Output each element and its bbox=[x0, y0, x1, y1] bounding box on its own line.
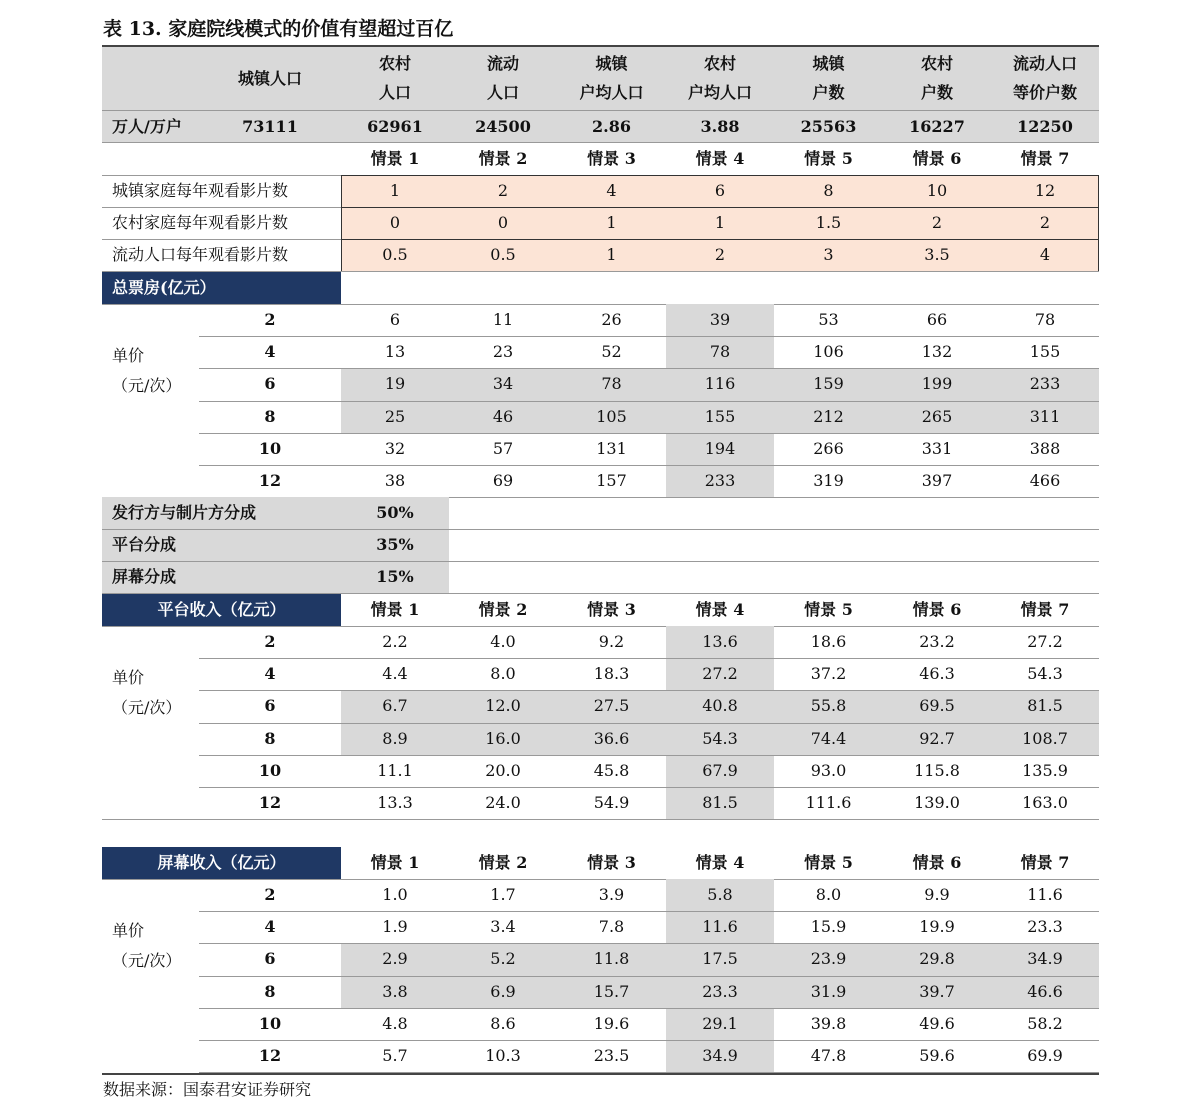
table-rule bbox=[102, 819, 1099, 820]
scenario-header: 情景 4 bbox=[695, 853, 745, 872]
unit-price-label bbox=[102, 670, 199, 774]
matrix-value: 49.6 bbox=[919, 1013, 955, 1033]
matrix-value: 13.6 bbox=[702, 632, 738, 652]
viewing-value: 1 bbox=[606, 213, 617, 232]
matrix-value: 92.7 bbox=[919, 728, 955, 748]
split-value: 35% bbox=[376, 535, 414, 554]
matrix-value: 18.6 bbox=[810, 632, 847, 652]
matrix-value: 3.4 bbox=[490, 917, 516, 937]
scenario-header: 情景 5 bbox=[804, 853, 853, 872]
section-title: 平台收入（亿元） bbox=[157, 600, 286, 619]
price-label-line: （元/次） bbox=[112, 376, 182, 396]
scenario-header: 情景 6 bbox=[912, 149, 962, 168]
price-value: 10 bbox=[258, 438, 282, 458]
matrix-value: 78 bbox=[1034, 310, 1056, 330]
scenario-header: 情景 1 bbox=[370, 853, 420, 872]
matrix-value: 5.2 bbox=[490, 949, 516, 969]
matrix-value: 46.6 bbox=[1027, 981, 1063, 1001]
matrix-value: 157 bbox=[596, 471, 627, 491]
scenario-header: 情景 4 bbox=[695, 149, 745, 168]
matrix-value: 7.8 bbox=[598, 917, 625, 937]
matrix-value: 8.0 bbox=[490, 664, 516, 684]
header-line: 农村 bbox=[378, 54, 411, 73]
viewing-value: 1 bbox=[606, 245, 617, 264]
matrix-value: 27.2 bbox=[1027, 632, 1063, 652]
split-label: 屏幕分成 bbox=[112, 567, 177, 586]
matrix-value: 45.8 bbox=[593, 760, 630, 780]
matrix-value: 5.8 bbox=[707, 885, 733, 905]
data-table bbox=[102, 45, 1099, 1075]
matrix-value: 53 bbox=[818, 310, 839, 330]
matrix-value: 31.9 bbox=[810, 981, 847, 1001]
matrix-value: 24.0 bbox=[485, 793, 521, 813]
price-value: 4 bbox=[264, 342, 276, 362]
viewing-value: 2 bbox=[497, 181, 509, 200]
matrix-value: 212 bbox=[813, 406, 844, 426]
price-value: 12 bbox=[258, 1046, 282, 1066]
split-value: 50% bbox=[376, 503, 414, 522]
matrix-value: 397 bbox=[921, 471, 953, 491]
split-label: 发行方与制片方分成 bbox=[112, 503, 257, 522]
population-value: 2.86 bbox=[592, 116, 631, 136]
viewing-value: 8 bbox=[823, 181, 834, 200]
matrix-value: 78 bbox=[709, 342, 731, 362]
header-line: 户数 bbox=[920, 83, 953, 102]
matrix-value: 8.0 bbox=[815, 885, 842, 905]
matrix-value: 54.3 bbox=[1027, 664, 1063, 684]
matrix-value: 67.9 bbox=[702, 760, 738, 780]
header-line: 农村 bbox=[703, 54, 736, 73]
matrix-value: 20.0 bbox=[485, 760, 521, 780]
matrix-value: 111.6 bbox=[805, 793, 852, 813]
scenario-header: 情景 3 bbox=[587, 853, 636, 872]
matrix-value: 331 bbox=[921, 438, 953, 458]
matrix-value: 47.8 bbox=[810, 1046, 847, 1066]
header-urban-population: 城镇人口 bbox=[237, 68, 302, 88]
scenario-header: 情景 6 bbox=[912, 853, 962, 872]
viewing-row-label: 流动人口每年观看影片数 bbox=[112, 245, 289, 264]
header-line: 户均人口 bbox=[687, 83, 752, 102]
matrix-value: 233 bbox=[1029, 374, 1061, 394]
matrix-value: 139.0 bbox=[914, 793, 960, 813]
scenario-header: 情景 3 bbox=[587, 149, 636, 168]
matrix-value: 36.6 bbox=[593, 728, 630, 748]
header-line: 人口 bbox=[378, 83, 411, 102]
split-value: 15% bbox=[376, 567, 414, 586]
population-column-header bbox=[666, 47, 774, 110]
scenario-header: 情景 2 bbox=[478, 149, 528, 168]
matrix-value: 23.3 bbox=[1027, 917, 1063, 937]
price-label-line: （元/次） bbox=[112, 951, 182, 971]
matrix-value: 5.7 bbox=[382, 1046, 408, 1066]
scenario-header: 情景 3 bbox=[587, 600, 636, 619]
matrix-value: 233 bbox=[704, 471, 736, 491]
matrix-value: 163.0 bbox=[1022, 793, 1068, 813]
matrix-value: 1.0 bbox=[382, 885, 408, 905]
matrix-value: 58.2 bbox=[1027, 1013, 1063, 1033]
scenario-header: 情景 7 bbox=[1020, 149, 1070, 168]
population-value: 16227 bbox=[909, 116, 965, 136]
viewing-value: 1.5 bbox=[815, 213, 842, 232]
scenario-header: 情景 5 bbox=[804, 149, 853, 168]
viewing-row-label: 农村家庭每年观看影片数 bbox=[112, 213, 289, 232]
matrix-value: 29.1 bbox=[702, 1013, 738, 1033]
viewing-value: 12 bbox=[1034, 181, 1056, 200]
price-value: 2 bbox=[264, 885, 276, 905]
section-title: 屏幕收入（亿元） bbox=[157, 853, 286, 872]
header-line: 流动 bbox=[486, 54, 519, 73]
viewing-value: 10 bbox=[926, 181, 948, 200]
price-value: 4 bbox=[264, 664, 276, 684]
matrix-value: 74.4 bbox=[810, 728, 847, 748]
matrix-value: 46 bbox=[492, 406, 514, 426]
price-value: 6 bbox=[264, 949, 276, 969]
matrix-value: 4.4 bbox=[382, 664, 408, 684]
price-label-line: 单价 bbox=[112, 346, 145, 366]
viewing-value: 2 bbox=[931, 213, 943, 232]
table-rule bbox=[341, 207, 1099, 208]
header-line: 城镇 bbox=[812, 54, 845, 73]
price-label-line: 单价 bbox=[112, 921, 145, 941]
header-line: 流动人口 bbox=[1012, 54, 1077, 73]
population-value: 12250 bbox=[1017, 116, 1073, 136]
matrix-value: 23.9 bbox=[810, 949, 847, 969]
matrix-value: 16.0 bbox=[485, 728, 521, 748]
population-column-header bbox=[341, 47, 449, 110]
matrix-value: 25 bbox=[384, 406, 406, 426]
matrix-value: 34.9 bbox=[1027, 949, 1063, 969]
matrix-value: 15.7 bbox=[593, 981, 630, 1001]
matrix-value: 27.2 bbox=[702, 664, 738, 684]
viewing-value: 3.5 bbox=[924, 245, 950, 264]
matrix-value: 11 bbox=[492, 310, 514, 330]
unit-label: 万人/万户 bbox=[112, 116, 182, 136]
matrix-value: 8.9 bbox=[382, 728, 408, 748]
matrix-value: 2.2 bbox=[382, 632, 408, 652]
matrix-value: 40.8 bbox=[702, 696, 738, 716]
viewing-value: 0 bbox=[497, 213, 509, 232]
viewing-value: 1 bbox=[389, 181, 401, 200]
matrix-value: 13.3 bbox=[377, 793, 413, 813]
price-value: 10 bbox=[258, 760, 282, 780]
matrix-value: 26 bbox=[601, 310, 622, 330]
matrix-value: 466 bbox=[1029, 471, 1061, 491]
price-value: 6 bbox=[264, 696, 276, 716]
matrix-value: 199 bbox=[921, 374, 953, 394]
matrix-value: 1.7 bbox=[490, 885, 516, 905]
table-rule bbox=[102, 1073, 1099, 1075]
price-value: 4 bbox=[264, 917, 276, 937]
scenario-header: 情景 5 bbox=[804, 600, 853, 619]
population-value: 3.88 bbox=[700, 116, 740, 136]
table-title: 表 13. 家庭院线模式的价值有望超过百亿 bbox=[103, 18, 454, 40]
population-value: 73111 bbox=[242, 116, 298, 136]
matrix-value: 159 bbox=[813, 374, 844, 394]
header-line: 户数 bbox=[812, 83, 845, 102]
matrix-value: 115.8 bbox=[914, 760, 960, 780]
scenario-header: 情景 7 bbox=[1020, 853, 1070, 872]
population-column-header bbox=[991, 47, 1099, 110]
matrix-value: 69.9 bbox=[1027, 1046, 1063, 1066]
matrix-value: 12.0 bbox=[485, 696, 521, 716]
matrix-value: 3.8 bbox=[382, 981, 408, 1001]
matrix-value: 3.9 bbox=[598, 885, 625, 905]
price-value: 8 bbox=[264, 406, 276, 426]
scenario-header: 情景 2 bbox=[478, 853, 528, 872]
header-line: 农村 bbox=[920, 54, 953, 73]
matrix-value: 23.3 bbox=[702, 981, 738, 1001]
matrix-value: 39 bbox=[709, 310, 731, 330]
table-rule bbox=[102, 207, 341, 208]
table-rule bbox=[102, 45, 1099, 47]
population-column-header bbox=[883, 47, 991, 110]
matrix-value: 11.6 bbox=[702, 917, 738, 937]
price-value: 8 bbox=[264, 728, 276, 748]
matrix-value: 34.9 bbox=[702, 1046, 738, 1066]
table-rule bbox=[341, 239, 1099, 240]
matrix-value: 4.0 bbox=[490, 632, 516, 652]
viewing-value: 6 bbox=[714, 181, 726, 200]
population-column-header bbox=[449, 47, 557, 110]
matrix-value: 54.9 bbox=[593, 793, 630, 813]
matrix-value: 13 bbox=[384, 342, 406, 362]
viewing-value: 0.5 bbox=[382, 245, 408, 264]
matrix-value: 265 bbox=[921, 406, 953, 426]
viewing-value: 2 bbox=[714, 245, 726, 264]
matrix-value: 155 bbox=[1029, 342, 1061, 362]
matrix-value: 108.7 bbox=[1022, 728, 1068, 748]
population-value: 25563 bbox=[800, 116, 857, 136]
unit-price-label bbox=[102, 348, 199, 452]
matrix-value: 266 bbox=[813, 438, 844, 458]
matrix-value: 19.9 bbox=[919, 917, 955, 937]
scenario-header: 情景 1 bbox=[370, 149, 420, 168]
matrix-value: 19 bbox=[384, 374, 406, 394]
matrix-value: 39.8 bbox=[810, 1013, 847, 1033]
scenario-header: 情景 1 bbox=[370, 600, 420, 619]
matrix-value: 311 bbox=[1029, 406, 1061, 426]
matrix-value: 11.1 bbox=[377, 760, 413, 780]
matrix-value: 81.5 bbox=[702, 793, 738, 813]
matrix-value: 39.7 bbox=[919, 981, 955, 1001]
matrix-value: 11.8 bbox=[593, 949, 630, 969]
matrix-value: 66 bbox=[926, 310, 948, 330]
price-label-line: 单价 bbox=[112, 668, 145, 688]
matrix-value: 9.9 bbox=[924, 885, 950, 905]
viewing-value: 4 bbox=[1039, 245, 1051, 264]
matrix-value: 81.5 bbox=[1027, 696, 1063, 716]
unit-price-label bbox=[102, 923, 199, 1027]
matrix-value: 11.6 bbox=[1027, 885, 1063, 905]
viewing-value: 4 bbox=[606, 181, 617, 200]
matrix-value: 29.8 bbox=[919, 949, 955, 969]
table-rule bbox=[102, 239, 341, 240]
population-column-header bbox=[557, 47, 666, 110]
matrix-value: 93.0 bbox=[810, 760, 847, 780]
viewing-row-label: 城镇家庭每年观看影片数 bbox=[112, 181, 289, 200]
matrix-value: 105 bbox=[596, 406, 627, 426]
matrix-value: 37.2 bbox=[810, 664, 847, 684]
matrix-value: 8.6 bbox=[490, 1013, 516, 1033]
population-value: 24500 bbox=[475, 116, 531, 136]
matrix-value: 6.9 bbox=[490, 981, 516, 1001]
matrix-value: 2.9 bbox=[382, 949, 408, 969]
price-label-line: （元/次） bbox=[112, 698, 182, 718]
matrix-value: 10.3 bbox=[485, 1046, 521, 1066]
price-value: 6 bbox=[264, 374, 276, 394]
matrix-value: 132 bbox=[921, 342, 953, 362]
matrix-value: 69.5 bbox=[919, 696, 955, 716]
matrix-value: 106 bbox=[813, 342, 844, 362]
header-line: 等价户数 bbox=[1012, 83, 1077, 102]
matrix-value: 32 bbox=[384, 438, 406, 458]
matrix-value: 69 bbox=[492, 471, 514, 491]
matrix-value: 6.7 bbox=[382, 696, 408, 716]
matrix-value: 57 bbox=[492, 438, 514, 458]
population-value: 62961 bbox=[367, 116, 423, 136]
viewing-value: 1 bbox=[714, 213, 726, 232]
price-value: 2 bbox=[264, 310, 276, 330]
header-line: 城镇 bbox=[595, 54, 628, 73]
matrix-value: 6 bbox=[389, 310, 401, 330]
matrix-value: 38 bbox=[384, 471, 406, 491]
header-line: 户均人口 bbox=[579, 83, 644, 102]
matrix-value: 55.8 bbox=[810, 696, 847, 716]
matrix-value: 23.2 bbox=[919, 632, 955, 652]
matrix-value: 27.5 bbox=[593, 696, 630, 716]
matrix-value: 17.5 bbox=[702, 949, 738, 969]
scenario-header: 情景 4 bbox=[695, 600, 745, 619]
matrix-value: 194 bbox=[704, 438, 736, 458]
scenario-header: 情景 6 bbox=[912, 600, 962, 619]
matrix-value: 9.2 bbox=[598, 632, 625, 652]
price-value: 2 bbox=[264, 632, 276, 652]
matrix-value: 52 bbox=[601, 342, 622, 362]
scenario-header: 情景 7 bbox=[1020, 600, 1070, 619]
viewing-value: 2 bbox=[1039, 213, 1051, 232]
population-column-header bbox=[774, 47, 883, 110]
matrix-value: 34 bbox=[492, 374, 514, 394]
matrix-value: 23 bbox=[492, 342, 514, 362]
matrix-value: 116 bbox=[704, 374, 736, 394]
price-value: 8 bbox=[264, 981, 276, 1001]
source-note: 数据来源：国泰君安证券研究 bbox=[103, 1080, 312, 1099]
matrix-value: 54.3 bbox=[702, 728, 738, 748]
price-value: 10 bbox=[258, 1013, 282, 1033]
matrix-value: 388 bbox=[1029, 438, 1061, 458]
matrix-value: 135.9 bbox=[1022, 760, 1068, 780]
section-title: 总票房(亿元） bbox=[112, 278, 216, 297]
matrix-value: 59.6 bbox=[919, 1046, 955, 1066]
matrix-value: 19.6 bbox=[593, 1013, 630, 1033]
matrix-value: 155 bbox=[704, 406, 736, 426]
viewing-value: 0.5 bbox=[490, 245, 516, 264]
split-label: 平台分成 bbox=[112, 535, 177, 554]
viewing-value: 0 bbox=[389, 213, 401, 232]
viewing-value: 3 bbox=[823, 245, 834, 264]
price-value: 12 bbox=[258, 793, 282, 813]
matrix-value: 15.9 bbox=[810, 917, 847, 937]
matrix-value: 18.3 bbox=[593, 664, 630, 684]
matrix-value: 319 bbox=[813, 471, 844, 491]
matrix-value: 46.3 bbox=[919, 664, 955, 684]
matrix-value: 78 bbox=[601, 374, 622, 394]
price-value: 12 bbox=[258, 471, 282, 491]
matrix-value: 23.5 bbox=[593, 1046, 630, 1066]
scenario-header: 情景 2 bbox=[478, 600, 528, 619]
matrix-value: 1.9 bbox=[382, 917, 408, 937]
header-line: 人口 bbox=[486, 83, 519, 102]
matrix-value: 4.8 bbox=[382, 1013, 408, 1033]
matrix-value: 131 bbox=[596, 438, 627, 458]
table-rule bbox=[102, 110, 1099, 111]
